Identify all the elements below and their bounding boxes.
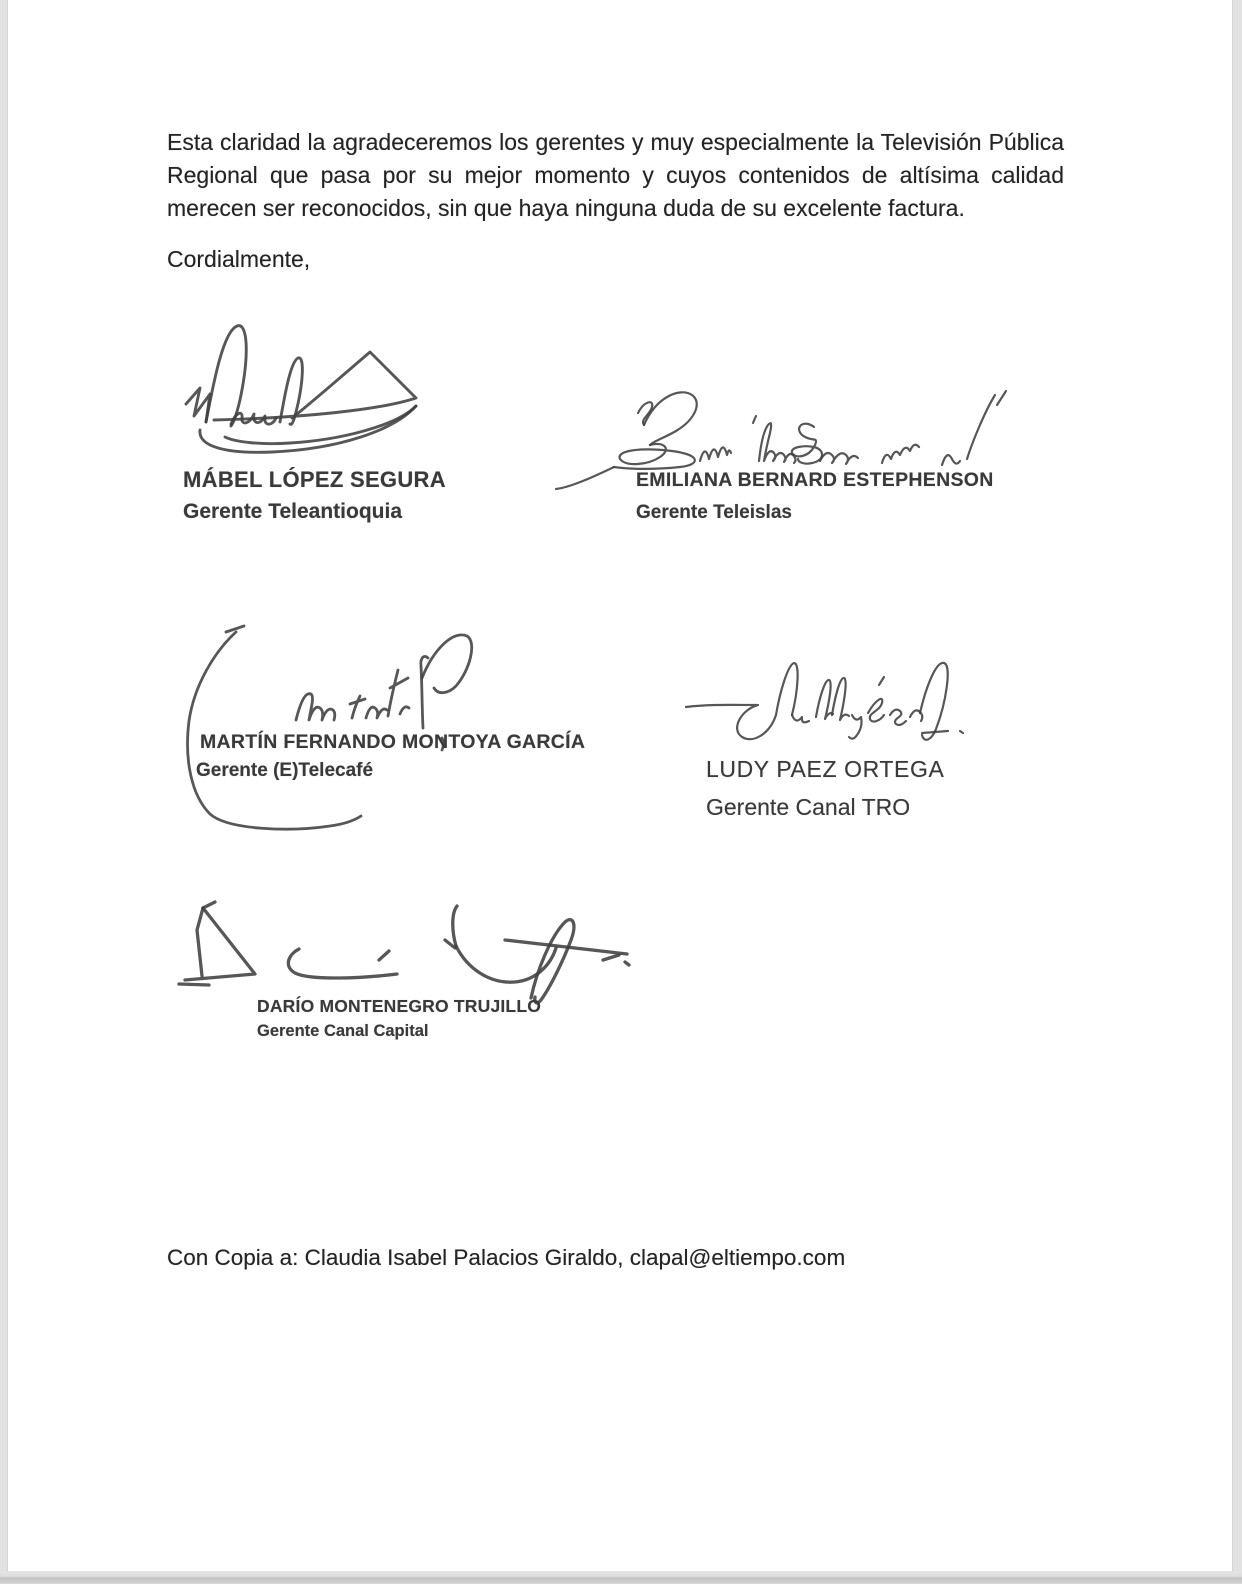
signatory-title: Gerente Teleantioquia: [183, 500, 402, 523]
signatory-block-mabel: [183, 467, 446, 524]
signature-ludy-paez-image: [672, 651, 984, 751]
closing-salutation: Cordialmente,: [167, 246, 311, 272]
signatory-block-dario: [257, 996, 541, 1041]
signature-martin-montoya-image: [180, 616, 505, 834]
signatory-name: MÁBEL LÓPEZ SEGURA: [183, 467, 446, 492]
signature-mabel-lopez-segura-image: [180, 300, 430, 462]
signatory-title: Gerente Canal Capital: [257, 1022, 429, 1040]
signatory-block-ludy: [706, 756, 944, 821]
signatory-title: Gerente Teleislas: [636, 502, 792, 523]
signatory-name: MARTÍN FERNANDO MONTOYA GARCÍA: [200, 731, 586, 753]
signatory-block-emiliana: [636, 469, 994, 524]
page-edge-right: [1232, 0, 1242, 1584]
page-edge-bottom: [0, 1571, 1242, 1584]
page-edge-left: [0, 0, 8, 1584]
signatory-name: EMILIANA BERNARD ESTEPHENSON: [636, 469, 994, 491]
signatory-name: LUDY PAEZ ORTEGA: [706, 756, 945, 782]
signatory-block-martin: [196, 731, 586, 782]
signatory-name: DARÍO MONTENEGRO TRUJILLO: [257, 996, 542, 1016]
signatory-title: Gerente Canal TRO: [706, 794, 911, 820]
body-paragraph: Esta claridad la agradeceremos los gerentes y muy especialmente la Televisión Pública Regional que pasa por su mejor momento y cuyos contenidos de altísima calidad merecen ser reconocidos, sin que haya ninguna duda de su excelente factura.: [167, 129, 1064, 221]
signature-dario-montenegro-image: [175, 894, 640, 1012]
cc-line: Con Copia a: Claudia Isabel Palacios Giraldo, clapal@eltiempo.com: [167, 1245, 846, 1270]
signatory-title: Gerente (E)Telecafé: [196, 760, 374, 781]
